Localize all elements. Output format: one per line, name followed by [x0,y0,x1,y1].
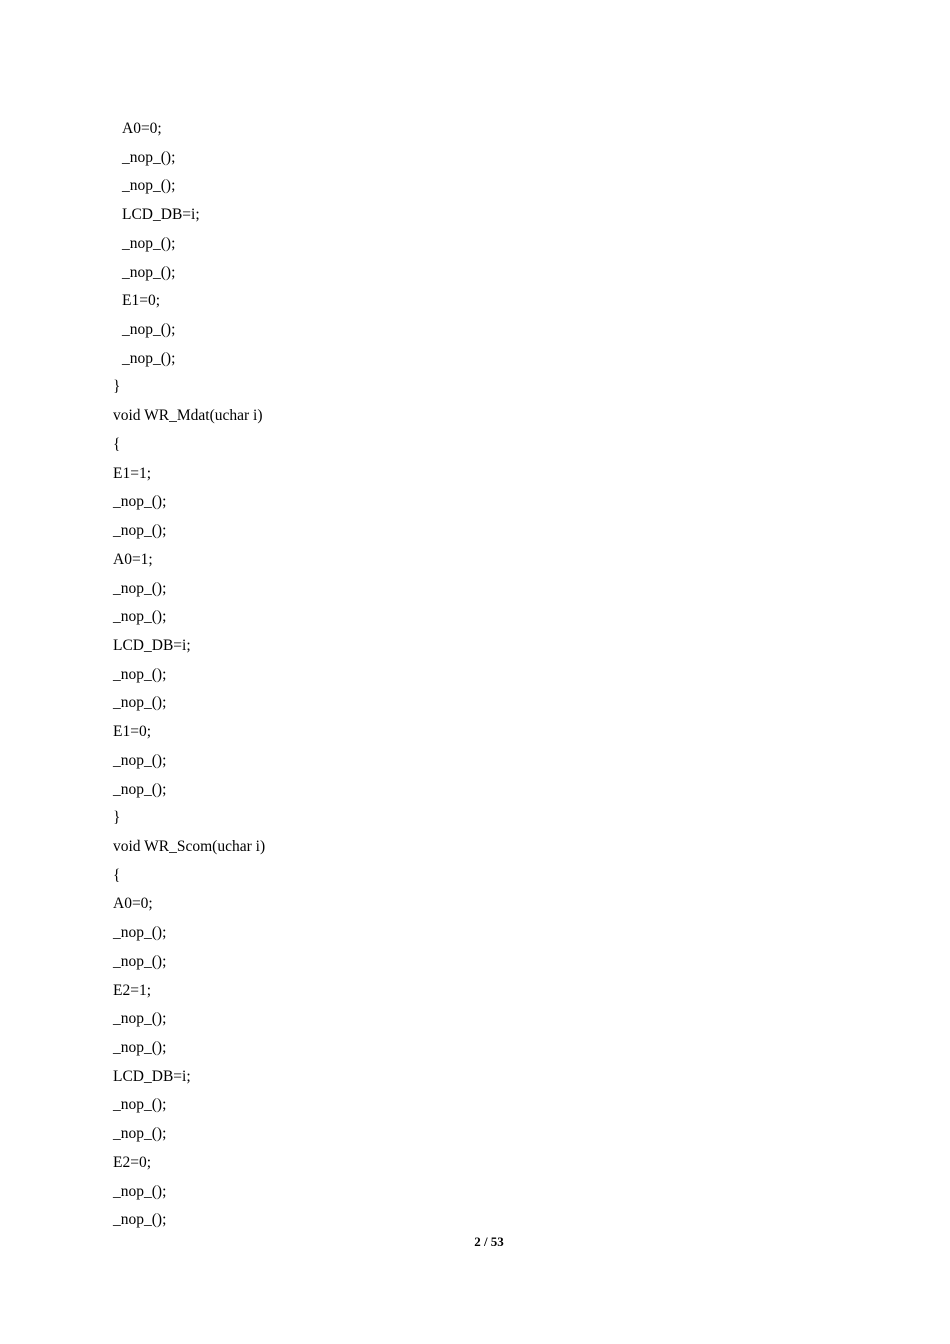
code-line: _nop_(); [113,924,167,942]
code-line: _nop_(); [113,493,167,511]
code-line: } [113,378,121,396]
code-line: _nop_(); [122,177,176,195]
code-line: _nop_(); [122,321,176,339]
code-line: _nop_(); [113,1039,167,1056]
code-line: E1=0; [122,292,161,310]
code-block [113,115,833,1235]
page-number: 2 / 53 [474,1234,504,1249]
code-line: { [113,866,121,884]
code-line: _nop_(); [122,234,176,252]
code-line: _nop_(); [122,349,176,367]
code-line: _nop_(); [113,694,167,712]
code-line: _nop_(); [113,751,167,769]
code-line: E1=1; [113,464,152,482]
code-line: A0=0; [113,895,153,913]
code-line: _nop_(); [113,522,167,540]
code-line: LCD_DB=i; [113,1067,191,1085]
code-line: } [113,809,121,827]
code-line: _nop_(); [113,1182,167,1200]
code-line: E2=0; [113,1153,152,1171]
code-line: E2=1; [113,981,152,999]
code-line: A0=1; [113,550,153,568]
code-line: _nop_(); [122,148,176,166]
code-line: _nop_(); [113,1211,167,1229]
code-line: void WR_Mdat(uchar i) [113,407,263,425]
code-line: A0=0; [122,120,162,137]
code-line: E1=0; [113,723,152,741]
code-line: _nop_(); [113,1010,167,1028]
code-line: _nop_(); [113,608,167,626]
code-line: _nop_(); [113,780,167,798]
code-line: LCD_DB=i; [122,206,200,224]
code-line: _nop_(); [122,263,176,281]
code-line: _nop_(); [113,1125,167,1143]
code-line: LCD_DB=i; [113,636,191,654]
code-line: _nop_(); [113,952,167,970]
code-line: void WR_Scom(uchar i) [113,837,266,855]
code-line: { [113,435,121,453]
code-line: _nop_(); [113,1096,167,1114]
code-line: _nop_(); [113,579,167,597]
code-line: _nop_(); [113,665,167,683]
